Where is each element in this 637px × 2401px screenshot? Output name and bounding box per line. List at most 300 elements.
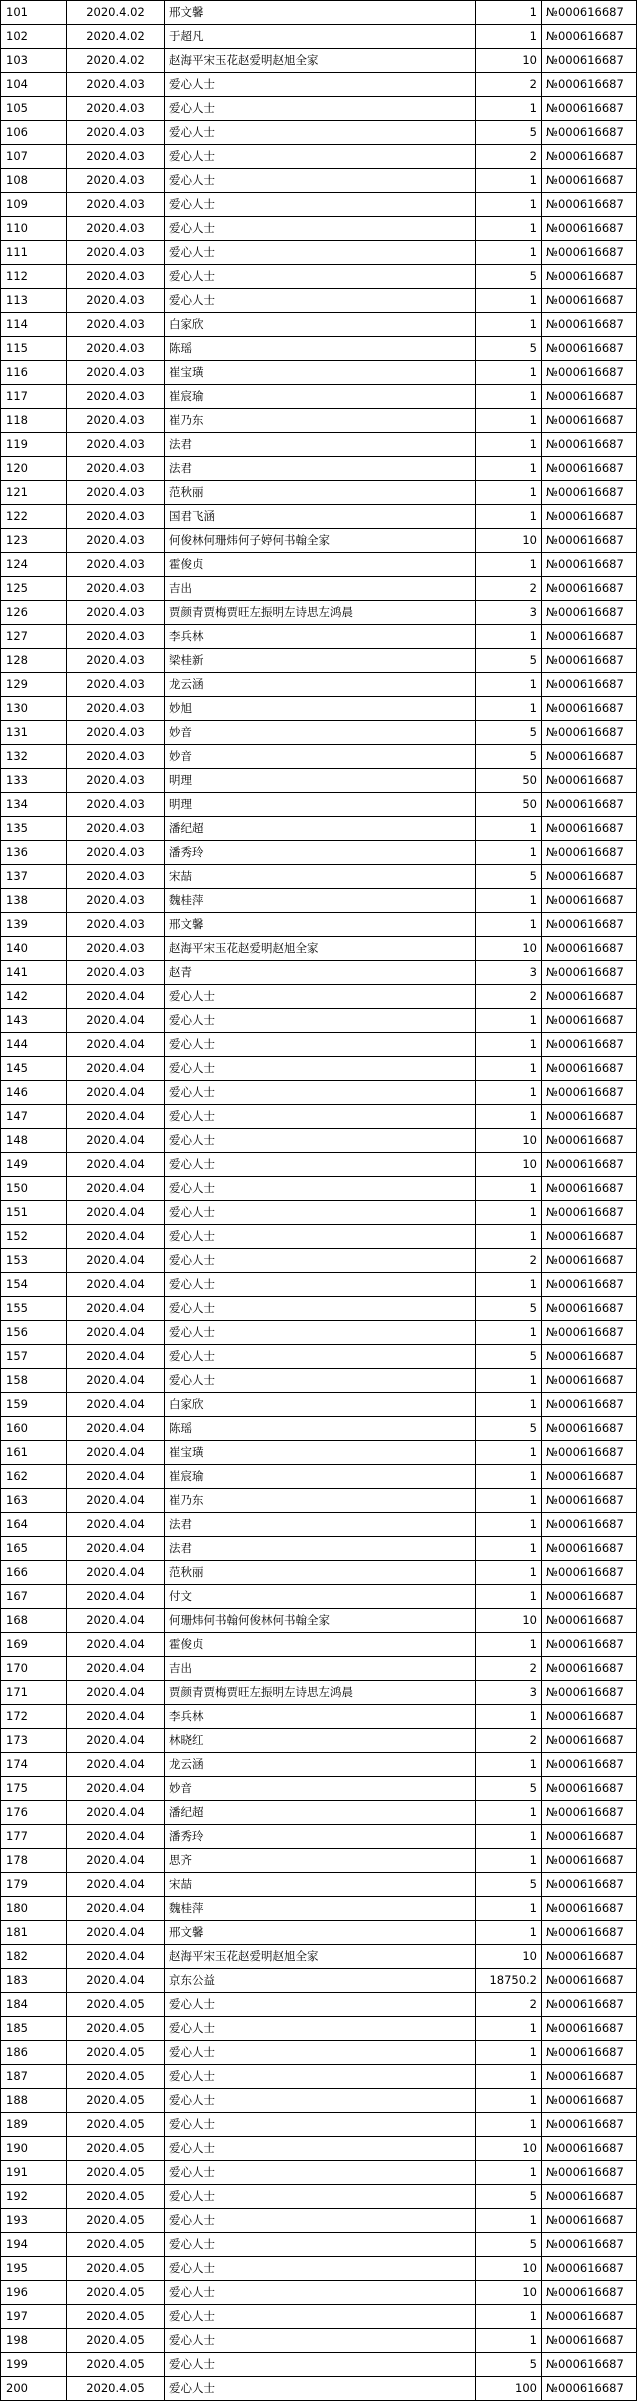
amount-cell: 1 (476, 97, 542, 121)
table-row (1, 913, 637, 937)
table-row (1, 1321, 637, 1345)
receipt-number-cell: №000616687 (542, 337, 637, 361)
date-cell: 2020.4.04 (67, 1153, 165, 1177)
receipt-number-cell: №000616687 (542, 1, 637, 25)
receipt-number-cell: №000616687 (542, 1681, 637, 1705)
table-row (1, 1297, 637, 1321)
date-cell: 2020.4.03 (67, 145, 165, 169)
date-cell: 2020.4.05 (67, 2161, 165, 2185)
amount-cell: 10 (476, 529, 542, 553)
table-row (1, 1969, 637, 1993)
receipt-number-cell: №000616687 (542, 1417, 637, 1441)
table-row (1, 2113, 637, 2137)
date-cell: 2020.4.04 (67, 1849, 165, 1873)
date-cell: 2020.4.03 (67, 97, 165, 121)
table-row (1, 1345, 637, 1369)
donor-name-cell: 爱心人士 (165, 169, 476, 193)
date-cell: 2020.4.03 (67, 745, 165, 769)
amount-cell: 1 (476, 1633, 542, 1657)
donor-name-cell: 邢文馨 (165, 913, 476, 937)
date-cell: 2020.4.04 (67, 1777, 165, 1801)
receipt-number-cell: №000616687 (542, 1297, 637, 1321)
table-row (1, 1177, 637, 1201)
date-cell: 2020.4.03 (67, 937, 165, 961)
date-cell: 2020.4.04 (67, 1201, 165, 1225)
row-number-cell: 185 (1, 2017, 67, 2041)
donor-name-cell: 魏桂萍 (165, 889, 476, 913)
amount-cell: 1 (476, 1057, 542, 1081)
receipt-number-cell: №000616687 (542, 457, 637, 481)
table-row (1, 937, 637, 961)
table-row (1, 1825, 637, 1849)
donor-name-cell: 爱心人士 (165, 1345, 476, 1369)
donor-name-cell: 爱心人士 (165, 1273, 476, 1297)
donor-name-cell: 爱心人士 (165, 2377, 476, 2401)
row-number-cell: 150 (1, 1177, 67, 1201)
receipt-number-cell: №000616687 (542, 601, 637, 625)
receipt-number-cell: №000616687 (542, 1105, 637, 1129)
table-row (1, 2041, 637, 2065)
row-number-cell: 101 (1, 1, 67, 25)
date-cell: 2020.4.05 (67, 2257, 165, 2281)
table-row (1, 673, 637, 697)
table-row (1, 553, 637, 577)
receipt-number-cell: №000616687 (542, 1225, 637, 1249)
receipt-number-cell: №000616687 (542, 1777, 637, 1801)
row-number-cell: 158 (1, 1369, 67, 1393)
amount-cell: 5 (476, 2185, 542, 2209)
row-number-cell: 173 (1, 1729, 67, 1753)
table-row (1, 793, 637, 817)
row-number-cell: 156 (1, 1321, 67, 1345)
donor-name-cell: 明理 (165, 793, 476, 817)
receipt-number-cell: №000616687 (542, 2185, 637, 2209)
donor-name-cell: 吉出 (165, 1657, 476, 1681)
date-cell: 2020.4.04 (67, 1441, 165, 1465)
amount-cell: 1 (476, 169, 542, 193)
date-cell: 2020.4.04 (67, 1465, 165, 1489)
amount-cell: 5 (476, 265, 542, 289)
amount-cell: 10 (476, 937, 542, 961)
date-cell: 2020.4.04 (67, 1009, 165, 1033)
donor-name-cell: 爱心人士 (165, 1201, 476, 1225)
date-cell: 2020.4.04 (67, 1873, 165, 1897)
table-row (1, 1273, 637, 1297)
table-row (1, 2233, 637, 2257)
date-cell: 2020.4.03 (67, 289, 165, 313)
date-cell: 2020.4.03 (67, 385, 165, 409)
row-number-cell: 146 (1, 1081, 67, 1105)
row-number-cell: 184 (1, 1993, 67, 2017)
amount-cell: 1 (476, 289, 542, 313)
receipt-number-cell: №000616687 (542, 937, 637, 961)
row-number-cell: 125 (1, 577, 67, 601)
donor-name-cell: 陈瑶 (165, 337, 476, 361)
donor-name-cell: 贾颜青贾梅贾旺左振明左诗思左鸿晨 (165, 601, 476, 625)
amount-cell: 1 (476, 1081, 542, 1105)
donor-name-cell: 赵海平宋玉花赵爱明赵旭全家 (165, 937, 476, 961)
table-row (1, 289, 637, 313)
donor-name-cell: 宋喆 (165, 865, 476, 889)
date-cell: 2020.4.04 (67, 1897, 165, 1921)
table-row (1, 745, 637, 769)
amount-cell: 3 (476, 601, 542, 625)
row-number-cell: 164 (1, 1513, 67, 1537)
donor-name-cell: 爱心人士 (165, 1153, 476, 1177)
row-number-cell: 194 (1, 2233, 67, 2257)
donor-name-cell: 妙音 (165, 745, 476, 769)
receipt-number-cell: №000616687 (542, 1153, 637, 1177)
amount-cell: 1 (476, 2041, 542, 2065)
row-number-cell: 170 (1, 1657, 67, 1681)
date-cell: 2020.4.03 (67, 457, 165, 481)
amount-cell: 50 (476, 769, 542, 793)
table-row (1, 1465, 637, 1489)
table-row (1, 265, 637, 289)
table-row (1, 1729, 637, 1753)
date-cell: 2020.4.05 (67, 2377, 165, 2401)
donor-name-cell: 爱心人士 (165, 73, 476, 97)
row-number-cell: 155 (1, 1297, 67, 1321)
donor-name-cell: 爱心人士 (165, 2233, 476, 2257)
donor-name-cell: 爱心人士 (165, 2185, 476, 2209)
amount-cell: 2 (476, 1993, 542, 2017)
table-row (1, 1921, 637, 1945)
table-row (1, 1105, 637, 1129)
row-number-cell: 132 (1, 745, 67, 769)
receipt-number-cell: №000616687 (542, 865, 637, 889)
donor-name-cell: 爱心人士 (165, 1177, 476, 1201)
date-cell: 2020.4.04 (67, 985, 165, 1009)
date-cell: 2020.4.04 (67, 1825, 165, 1849)
donor-name-cell: 爱心人士 (165, 985, 476, 1009)
donor-name-cell: 崔乃东 (165, 409, 476, 433)
date-cell: 2020.4.03 (67, 697, 165, 721)
receipt-number-cell: №000616687 (542, 121, 637, 145)
row-number-cell: 102 (1, 25, 67, 49)
donor-name-cell: 法君 (165, 1537, 476, 1561)
donor-name-cell: 霍俊贞 (165, 553, 476, 577)
amount-cell: 1 (476, 1393, 542, 1417)
table-row (1, 1585, 637, 1609)
date-cell: 2020.4.05 (67, 2353, 165, 2377)
table-row (1, 1681, 637, 1705)
donor-name-cell: 爱心人士 (165, 2353, 476, 2377)
table-row (1, 1033, 637, 1057)
amount-cell: 1 (476, 1105, 542, 1129)
table-row (1, 457, 637, 481)
receipt-number-cell: №000616687 (542, 2281, 637, 2305)
amount-cell: 1 (476, 1897, 542, 1921)
date-cell: 2020.4.04 (67, 1105, 165, 1129)
amount-cell: 1 (476, 409, 542, 433)
donor-name-cell: 妙音 (165, 721, 476, 745)
date-cell: 2020.4.04 (67, 1489, 165, 1513)
amount-cell: 5 (476, 2353, 542, 2377)
amount-cell: 100 (476, 2377, 542, 2401)
amount-cell: 5 (476, 337, 542, 361)
table-row (1, 409, 637, 433)
donor-name-cell: 李兵林 (165, 1705, 476, 1729)
amount-cell: 1 (476, 241, 542, 265)
date-cell: 2020.4.05 (67, 2305, 165, 2329)
amount-cell: 1 (476, 1369, 542, 1393)
receipt-number-cell: №000616687 (542, 433, 637, 457)
receipt-number-cell: №000616687 (542, 1465, 637, 1489)
row-number-cell: 169 (1, 1633, 67, 1657)
row-number-cell: 154 (1, 1273, 67, 1297)
donor-name-cell: 爱心人士 (165, 1993, 476, 2017)
table-row (1, 841, 637, 865)
receipt-number-cell: №000616687 (542, 1969, 637, 1993)
date-cell: 2020.4.03 (67, 961, 165, 985)
date-cell: 2020.4.03 (67, 505, 165, 529)
table-row (1, 2353, 637, 2377)
date-cell: 2020.4.05 (67, 2113, 165, 2137)
donor-name-cell: 崔宸瑜 (165, 385, 476, 409)
row-number-cell: 115 (1, 337, 67, 361)
date-cell: 2020.4.04 (67, 1945, 165, 1969)
date-cell: 2020.4.03 (67, 673, 165, 697)
receipt-number-cell: №000616687 (542, 2209, 637, 2233)
date-cell: 2020.4.04 (67, 1273, 165, 1297)
table-row (1, 1129, 637, 1153)
amount-cell: 1 (476, 361, 542, 385)
date-cell: 2020.4.03 (67, 169, 165, 193)
receipt-number-cell: №000616687 (542, 1921, 637, 1945)
row-number-cell: 133 (1, 769, 67, 793)
donor-name-cell: 梁桂新 (165, 649, 476, 673)
donor-name-cell: 爱心人士 (165, 1249, 476, 1273)
row-number-cell: 106 (1, 121, 67, 145)
amount-cell: 1 (476, 1537, 542, 1561)
date-cell: 2020.4.04 (67, 1177, 165, 1201)
amount-cell: 1 (476, 433, 542, 457)
amount-cell: 18750.2 (476, 1969, 542, 1993)
table-row (1, 1081, 637, 1105)
table-row (1, 2017, 637, 2041)
date-cell: 2020.4.04 (67, 1681, 165, 1705)
table-row (1, 1849, 637, 1873)
table-row (1, 1201, 637, 1225)
date-cell: 2020.4.04 (67, 1297, 165, 1321)
donor-name-cell: 爱心人士 (165, 217, 476, 241)
row-number-cell: 114 (1, 313, 67, 337)
amount-cell: 1 (476, 1273, 542, 1297)
date-cell: 2020.4.05 (67, 2041, 165, 2065)
table-row (1, 1417, 637, 1441)
amount-cell: 5 (476, 721, 542, 745)
date-cell: 2020.4.03 (67, 241, 165, 265)
row-number-cell: 147 (1, 1105, 67, 1129)
donor-name-cell: 邢文馨 (165, 1921, 476, 1945)
table-row (1, 1441, 637, 1465)
donor-name-cell: 何俊林何珊炜何子婷何书翰全家 (165, 529, 476, 553)
amount-cell: 1 (476, 2065, 542, 2089)
table-row (1, 2209, 637, 2233)
donor-name-cell: 爱心人士 (165, 289, 476, 313)
donor-name-cell: 明理 (165, 769, 476, 793)
table-row (1, 961, 637, 985)
receipt-number-cell: №000616687 (542, 2161, 637, 2185)
donor-name-cell: 邢文馨 (165, 1, 476, 25)
receipt-number-cell: №000616687 (542, 529, 637, 553)
table-row (1, 1873, 637, 1897)
donor-name-cell: 法君 (165, 433, 476, 457)
date-cell: 2020.4.05 (67, 2065, 165, 2089)
donor-name-cell: 潘秀玲 (165, 841, 476, 865)
receipt-number-cell: №000616687 (542, 25, 637, 49)
donor-name-cell: 崔乃东 (165, 1489, 476, 1513)
amount-cell: 1 (476, 889, 542, 913)
donor-name-cell: 爱心人士 (165, 2257, 476, 2281)
row-number-cell: 197 (1, 2305, 67, 2329)
receipt-number-cell: №000616687 (542, 1753, 637, 1777)
receipt-number-cell: №000616687 (542, 265, 637, 289)
row-number-cell: 143 (1, 1009, 67, 1033)
donor-name-cell: 霍俊贞 (165, 1633, 476, 1657)
table-row (1, 145, 637, 169)
row-number-cell: 166 (1, 1561, 67, 1585)
amount-cell: 1 (476, 1465, 542, 1489)
date-cell: 2020.4.03 (67, 313, 165, 337)
donor-name-cell: 崔宝璜 (165, 361, 476, 385)
date-cell: 2020.4.04 (67, 1417, 165, 1441)
date-cell: 2020.4.04 (67, 1393, 165, 1417)
row-number-cell: 118 (1, 409, 67, 433)
row-number-cell: 116 (1, 361, 67, 385)
donor-name-cell: 思齐 (165, 1849, 476, 1873)
date-cell: 2020.4.03 (67, 625, 165, 649)
date-cell: 2020.4.04 (67, 1225, 165, 1249)
row-number-cell: 190 (1, 2137, 67, 2161)
receipt-number-cell: №000616687 (542, 241, 637, 265)
date-cell: 2020.4.03 (67, 769, 165, 793)
receipt-number-cell: №000616687 (542, 289, 637, 313)
table-row (1, 1993, 637, 2017)
row-number-cell: 128 (1, 649, 67, 673)
amount-cell: 1 (476, 1033, 542, 1057)
date-cell: 2020.4.03 (67, 481, 165, 505)
table-row (1, 2137, 637, 2161)
donor-name-cell: 爱心人士 (165, 2281, 476, 2305)
date-cell: 2020.4.03 (67, 577, 165, 601)
receipt-number-cell: №000616687 (542, 1849, 637, 1873)
date-cell: 2020.4.04 (67, 1081, 165, 1105)
table-row (1, 529, 637, 553)
row-number-cell: 131 (1, 721, 67, 745)
receipt-number-cell: №000616687 (542, 769, 637, 793)
amount-cell: 1 (476, 385, 542, 409)
row-number-cell: 127 (1, 625, 67, 649)
table-row (1, 433, 637, 457)
table-row (1, 1057, 637, 1081)
amount-cell: 2 (476, 1729, 542, 1753)
receipt-number-cell: №000616687 (542, 1273, 637, 1297)
donor-name-cell: 爱心人士 (165, 2137, 476, 2161)
receipt-number-cell: №000616687 (542, 1729, 637, 1753)
date-cell: 2020.4.03 (67, 529, 165, 553)
row-number-cell: 120 (1, 457, 67, 481)
row-number-cell: 149 (1, 1153, 67, 1177)
receipt-number-cell: №000616687 (542, 2329, 637, 2353)
row-number-cell: 138 (1, 889, 67, 913)
table-row (1, 721, 637, 745)
table-row (1, 25, 637, 49)
date-cell: 2020.4.03 (67, 649, 165, 673)
date-cell: 2020.4.04 (67, 1753, 165, 1777)
receipt-number-cell: №000616687 (542, 505, 637, 529)
amount-cell: 1 (476, 1489, 542, 1513)
table-row (1, 1801, 637, 1825)
amount-cell: 1 (476, 1, 542, 25)
date-cell: 2020.4.03 (67, 217, 165, 241)
amount-cell: 10 (476, 2137, 542, 2161)
table-row (1, 769, 637, 793)
date-cell: 2020.4.05 (67, 2185, 165, 2209)
row-number-cell: 200 (1, 2377, 67, 2401)
date-cell: 2020.4.03 (67, 793, 165, 817)
table-row (1, 817, 637, 841)
donor-name-cell: 白家欣 (165, 313, 476, 337)
row-number-cell: 139 (1, 913, 67, 937)
amount-cell: 1 (476, 1753, 542, 1777)
donor-name-cell: 爱心人士 (165, 2089, 476, 2113)
date-cell: 2020.4.03 (67, 865, 165, 889)
table-row (1, 1609, 637, 1633)
amount-cell: 1 (476, 457, 542, 481)
amount-cell: 1 (476, 1177, 542, 1201)
amount-cell: 1 (476, 913, 542, 937)
row-number-cell: 174 (1, 1753, 67, 1777)
donor-name-cell: 爱心人士 (165, 2017, 476, 2041)
table-row (1, 169, 637, 193)
row-number-cell: 105 (1, 97, 67, 121)
table-row (1, 1657, 637, 1681)
amount-cell: 5 (476, 1873, 542, 1897)
table-row (1, 1897, 637, 1921)
row-number-cell: 153 (1, 1249, 67, 1273)
donor-name-cell: 爱心人士 (165, 1009, 476, 1033)
row-number-cell: 140 (1, 937, 67, 961)
row-number-cell: 183 (1, 1969, 67, 1993)
donor-name-cell: 妙旭 (165, 697, 476, 721)
donor-name-cell: 国君飞涵 (165, 505, 476, 529)
amount-cell: 1 (476, 1009, 542, 1033)
row-number-cell: 180 (1, 1897, 67, 1921)
amount-cell: 5 (476, 1777, 542, 1801)
donor-name-cell: 法君 (165, 1513, 476, 1537)
row-number-cell: 152 (1, 1225, 67, 1249)
date-cell: 2020.4.03 (67, 265, 165, 289)
row-number-cell: 145 (1, 1057, 67, 1081)
receipt-number-cell: №000616687 (542, 1393, 637, 1417)
amount-cell: 2 (476, 145, 542, 169)
receipt-number-cell: №000616687 (542, 1441, 637, 1465)
row-number-cell: 122 (1, 505, 67, 529)
table-row (1, 49, 637, 73)
donor-name-cell: 何珊炜何书翰何俊林何书翰全家 (165, 1609, 476, 1633)
receipt-number-cell: №000616687 (542, 2137, 637, 2161)
donor-name-cell: 龙云涵 (165, 673, 476, 697)
row-number-cell: 189 (1, 2113, 67, 2137)
receipt-number-cell: №000616687 (542, 2233, 637, 2257)
receipt-number-cell: №000616687 (542, 697, 637, 721)
receipt-number-cell: №000616687 (542, 1897, 637, 1921)
table-row (1, 2305, 637, 2329)
date-cell: 2020.4.04 (67, 1033, 165, 1057)
date-cell: 2020.4.04 (67, 1609, 165, 1633)
